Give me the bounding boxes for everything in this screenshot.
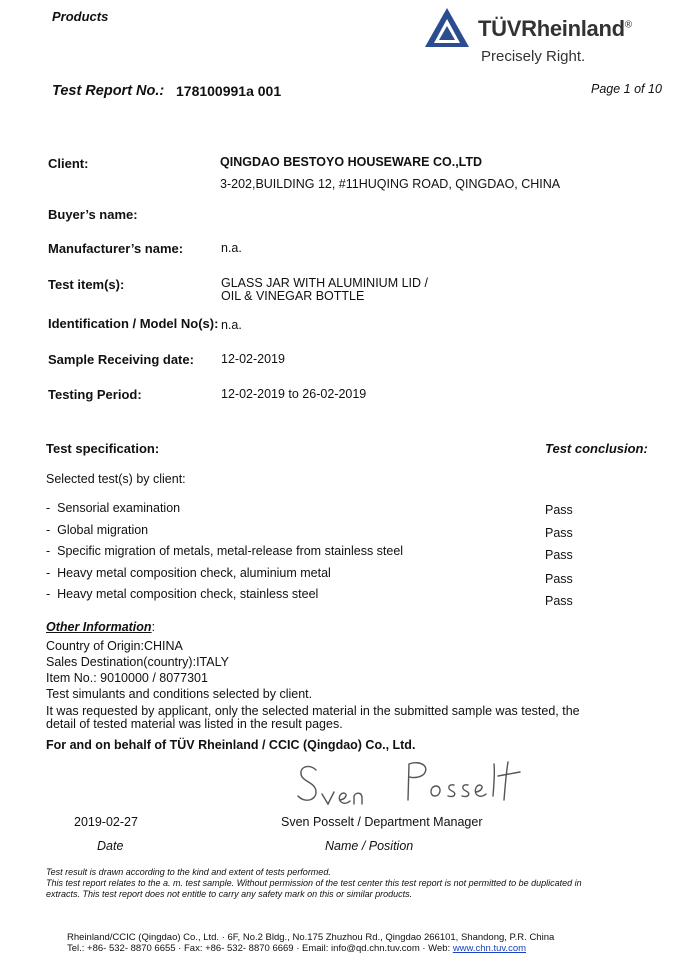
test-row-5 xyxy=(46,587,318,601)
tuv-tagline: Precisely Right. xyxy=(481,48,586,65)
buyer-label: Buyer’s name: xyxy=(48,207,138,222)
test-name: Heavy metal composition check, aluminium metal xyxy=(57,566,331,580)
test-conclusion-title: Test conclusion: xyxy=(545,441,648,456)
bullet-dash: - xyxy=(46,501,58,515)
test-item-label: Test item(s): xyxy=(48,277,125,292)
disclaimer-line1: Test result is drawn according to the kind and extent of tests performed. xyxy=(46,867,331,877)
sample-date-label: Sample Receiving date: xyxy=(48,352,194,367)
test-spec-title: Test specification: xyxy=(46,441,160,456)
client-address: 3-202,BUILDING 12, #11HUQING ROAD, QINGDAO, CHINA xyxy=(220,177,561,191)
test-result-2: Pass xyxy=(545,526,573,540)
country-of-origin: Country of Origin:CHINA xyxy=(46,639,183,653)
test-item-line1: GLASS JAR WITH ALUMINIUM LID / xyxy=(221,276,428,290)
model-value: n.a. xyxy=(221,318,242,332)
date-label: Date xyxy=(97,839,124,853)
client-label: Client: xyxy=(48,156,89,171)
test-row-3 xyxy=(46,544,403,558)
report-no-label: Test Report No.: xyxy=(52,83,165,99)
item-number: Item No.: 9010000 / 8077301 xyxy=(46,671,208,685)
sales-destination: Sales Destination(country):ITALY xyxy=(46,655,229,669)
footer-address: Rheinland/CCIC (Qingdao) Co., Ltd. · 6F, No.2 Bldg., No.175 Zhuzhou Rd., Qingdao 266101, Shandong, P.R. China xyxy=(67,932,555,943)
test-row-2 xyxy=(46,523,148,537)
test-simulants: Test simulants and conditions selected by client. xyxy=(46,687,313,701)
requested-line1: It was requested by applicant, only the selected material in the submitted sample was tested, the xyxy=(46,704,580,718)
requested-line2: detail of tested material was listed in the result pages. xyxy=(46,717,343,731)
other-info-title: Other Information: xyxy=(46,620,156,634)
manufacturer-value: n.a. xyxy=(221,241,242,255)
products-label: Products xyxy=(52,9,109,24)
name-position-label: Name / Position xyxy=(325,839,414,853)
test-item-line2: OIL & VINEGAR BOTTLE xyxy=(221,289,365,303)
test-result-4: Pass xyxy=(545,572,573,586)
test-row-1 xyxy=(46,501,180,515)
test-row-4 xyxy=(46,566,331,580)
testing-period-value: 12-02-2019 to 26-02-2019 xyxy=(221,387,367,401)
tuv-logo-name: TÜVRheinland® xyxy=(478,16,632,41)
page-info: Page 1 of 10 xyxy=(591,82,662,96)
handwritten-signature xyxy=(290,758,530,814)
test-name: Global migration xyxy=(57,523,149,537)
bullet-dash: - xyxy=(46,544,58,558)
disclaimer-line2: This test report relates to the a. m. test sample. Without permission of the test center this test report is not permitted to be duplicated in xyxy=(46,878,582,888)
tuv-triangle-logo-icon xyxy=(424,7,470,48)
test-name: Sensorial examination xyxy=(57,501,181,515)
test-result-3: Pass xyxy=(545,548,573,562)
bullet-dash: - xyxy=(46,587,58,601)
test-result-5: Pass xyxy=(545,594,573,608)
sign-name-value: Sven Posselt / Department Manager xyxy=(281,815,483,829)
client-name: QINGDAO BESTOYO HOUSEWARE CO.,LTD xyxy=(220,155,483,169)
test-result-1: Pass xyxy=(545,503,573,517)
sign-date-value: 2019-02-27 xyxy=(74,815,138,829)
disclaimer-line3: extracts. This test report does not entitle to carry any safety mark on this or similar products. xyxy=(46,889,413,899)
footer-web-link[interactable]: www.chn.tuv.com xyxy=(452,943,527,954)
testing-period-label: Testing Period: xyxy=(48,387,142,402)
footer-contact: Tel.: +86- 532- 8870 6655 · Fax: +86- 532- 8870 6669 · Email: info@qd.chn.tuv.com · Web: www.chn.tuv.com xyxy=(67,943,527,954)
report-no-value: 178100991a 001 xyxy=(176,83,282,99)
manufacturer-label: Manufacturer’s name: xyxy=(48,241,184,256)
model-label: Identification / Model No(s): xyxy=(48,316,219,331)
bullet-dash: - xyxy=(46,566,58,580)
selected-tests-label: Selected test(s) by client: xyxy=(46,472,186,486)
sample-date-value: 12-02-2019 xyxy=(221,352,285,366)
test-name: Specific migration of metals, metal-release from stainless steel xyxy=(57,544,404,558)
on-behalf-statement: For and on behalf of TÜV Rheinland / CCIC (Qingdao) Co., Ltd. xyxy=(46,738,416,752)
test-name: Heavy metal composition check, stainless steel xyxy=(57,587,319,601)
bullet-dash: - xyxy=(46,523,58,537)
